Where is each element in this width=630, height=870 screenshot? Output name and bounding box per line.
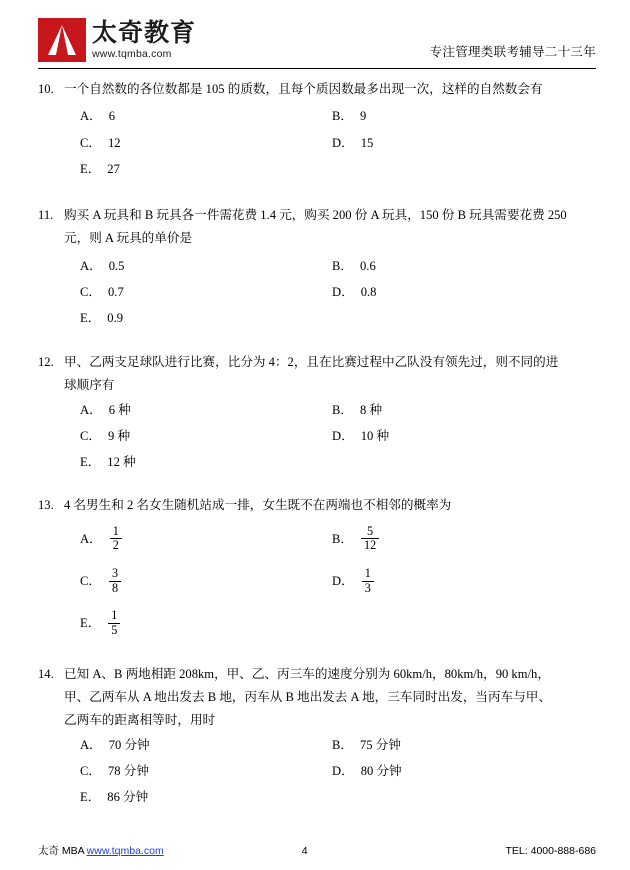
brand-url: www.tqmba.com xyxy=(92,48,172,61)
option-b[interactable]: B． 0.6 xyxy=(332,258,376,273)
question-10 xyxy=(38,79,596,179)
option-b[interactable]: B． 75 分钟 xyxy=(332,737,401,752)
header-slogan: 专注管理类联考辅导二十三年 xyxy=(429,45,596,59)
footer-brand: 太奇 MBA www.tqmba.com xyxy=(38,845,164,857)
option-e[interactable]: E． 27 xyxy=(80,161,120,176)
option-list xyxy=(38,106,596,178)
option-e[interactable]: E． $\frac{1}{5}$ xyxy=(80,609,332,637)
question-number: 10. xyxy=(38,82,54,96)
option-list xyxy=(38,400,596,472)
fraction: $\frac{1}{3}$ xyxy=(362,567,374,595)
page-footer xyxy=(38,843,596,858)
brand-block xyxy=(38,18,196,62)
option-a[interactable]: A． 6 种 xyxy=(80,402,131,417)
question-12 xyxy=(38,352,596,472)
brand-name: 太奇教育 xyxy=(92,18,197,47)
option-a[interactable]: A． 70 分钟 xyxy=(80,737,150,752)
option-c[interactable]: C． 78 分钟 xyxy=(80,763,149,778)
page-number: 4 xyxy=(301,844,308,857)
option-b[interactable]: B． 9 xyxy=(332,109,367,124)
mountain-logo-icon xyxy=(38,18,86,62)
question-number: 11. xyxy=(38,207,54,222)
option-a[interactable]: A． 6 xyxy=(80,109,115,124)
option-b[interactable]: B． 8 种 xyxy=(332,402,383,417)
option-b[interactable]: B． $\frac{5}{12}$ xyxy=(332,525,380,553)
option-e[interactable]: E． 0.9 xyxy=(80,310,124,325)
option-d[interactable]: D． 10 种 xyxy=(332,428,390,443)
option-c[interactable]: C． $\frac{3}{8}$ xyxy=(80,567,332,595)
header-divider xyxy=(38,68,596,69)
fraction: $\frac{1}{5}$ xyxy=(108,609,120,637)
question-stem: 购买 A 玩具和 B 玩具各一件需花费 1.4 元，购买 200 份 A 玩具，150 份 B 玩具需要花费 250 元，则 A 玩具的单价是 xyxy=(64,207,567,246)
fraction: $\frac{1}{2}$ xyxy=(110,525,122,553)
question-stem: 4 名男生和 2 名女生随机站成一排，女生既不在两端也不相邻的概率为 xyxy=(64,498,452,513)
option-e[interactable]: E． 12 种 xyxy=(80,455,136,470)
question-number: 14. xyxy=(38,666,54,681)
option-d[interactable]: D． 15 xyxy=(332,135,374,150)
option-c[interactable]: C． 0.7 xyxy=(80,284,124,299)
question-number: 12. xyxy=(38,355,54,370)
page-header xyxy=(38,18,596,66)
question-11 xyxy=(38,205,596,328)
option-e[interactable]: E． 86 分钟 xyxy=(80,790,149,804)
question-stem: 一个自然数的各位数都是 105 的质数，且每个质因数最多出现一次，这样的自然数会有 xyxy=(64,82,543,96)
option-list xyxy=(38,525,596,638)
option-list xyxy=(38,735,596,807)
question-13 xyxy=(38,495,596,637)
option-d[interactable]: D． 0.8 xyxy=(332,284,377,299)
question-14 xyxy=(38,664,596,808)
footer-tel: TEL: 4000-888-686 xyxy=(505,844,596,857)
fraction: $\frac{5}{12}$ xyxy=(361,525,379,553)
question-number: 13. xyxy=(38,498,54,513)
footer-url-link[interactable]: www.tqmba.com xyxy=(86,845,164,857)
option-list xyxy=(38,256,596,328)
option-a[interactable]: A． $\frac{1}{2}$ xyxy=(80,525,332,553)
option-c[interactable]: C． 12 xyxy=(80,135,121,150)
option-a[interactable]: A． 0.5 xyxy=(80,258,125,273)
fraction: $\frac{3}{8}$ xyxy=(109,567,121,595)
option-d[interactable]: D． $\frac{1}{3}$ xyxy=(332,567,375,595)
option-d[interactable]: D． 80 分钟 xyxy=(332,763,402,778)
question-stem: 已知 A、B 两地相距 208km，甲、乙、丙三车的速度分别为 60km/h，80km/h，90 km/h， 甲、乙两车从 A 地出发去 B 地，丙车从 B 地出发去 A 地，三车同时出发，当丙车与甲、 乙两车的距离相等时，用时 xyxy=(64,666,551,728)
option-c[interactable]: C． 9 种 xyxy=(80,428,131,443)
question-stem: 甲、乙两支足球队进行比赛，比分为 4：2，且在比赛过程中乙队没有领先过，则不同的进 球顺序有 xyxy=(64,355,559,393)
